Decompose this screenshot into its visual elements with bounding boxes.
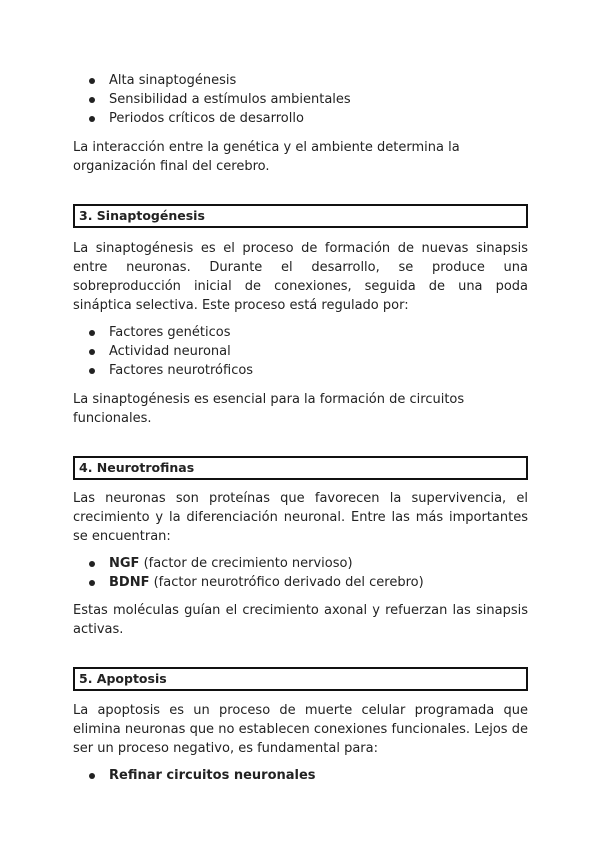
list-item: [73, 554, 528, 573]
list-item: Factores genéticos: [73, 323, 528, 342]
neurotrofinas-bullet-list: [73, 554, 528, 592]
list-item: [73, 573, 528, 592]
section-heading-apoptosis: 5. Apoptosis: [73, 667, 528, 691]
apoptosis-bullet-list: [73, 766, 528, 785]
list-item: Refinar circuitos neuronales: [73, 766, 528, 785]
intro-bullet-list: [73, 71, 528, 128]
section-heading-sinaptogenesis: 3. Sinaptogénesis: [73, 204, 528, 228]
list-item: Alta sinaptogénesis: [73, 71, 528, 90]
sinaptogenesis-closing: La sinaptogénesis es esencial para la formación de circuitos funcionales.: [73, 392, 465, 426]
list-item: Factores neurotróficos: [73, 361, 528, 380]
sinaptogenesis-paragraph: La sinaptogénesis es el proceso de formación de nuevas sinapsis entre neuronas. Durante el desarrollo, se produce una sobreproducción inicial de conexiones, seguida de una poda sináptica selectiva. Este proceso está regulado por:: [73, 241, 528, 313]
neurotrofinas-paragraph: Las neuronas son proteínas que favorecen la supervivencia, el crecimiento y la diferenciación neuronal. Entre las más importantes se encuentran:: [73, 491, 528, 544]
term-desc: (factor neurotrófico derivado del cerebro): [149, 575, 424, 590]
neurotrofinas-closing: Estas moléculas guían el crecimiento axonal y refuerzan las sinapsis activas.: [73, 603, 528, 637]
term-ngf: NGF: [109, 556, 140, 571]
term-desc: (factor de crecimiento nervioso): [139, 556, 353, 571]
apoptosis-paragraph: La apoptosis es un proceso de muerte celular programada que elimina neuronas que no establecen conexiones funcionales. Lejos de ser un proceso negativo, es fundamental para:: [73, 703, 528, 756]
document-page: [73, 71, 528, 785]
section-heading-neurotrofinas: 4. Neurotrofinas: [73, 456, 528, 480]
list-item: Sensibilidad a estímulos ambientales: [73, 90, 528, 109]
list-item: Periodos críticos de desarrollo: [73, 109, 528, 128]
sinaptogenesis-bullet-list: [73, 323, 528, 380]
list-item: Actividad neuronal: [73, 342, 528, 361]
term-bdnf: BDNF: [109, 575, 150, 590]
intro-paragraph: La interacción entre la genética y el ambiente determina la organización final del cerebro.: [73, 140, 460, 174]
